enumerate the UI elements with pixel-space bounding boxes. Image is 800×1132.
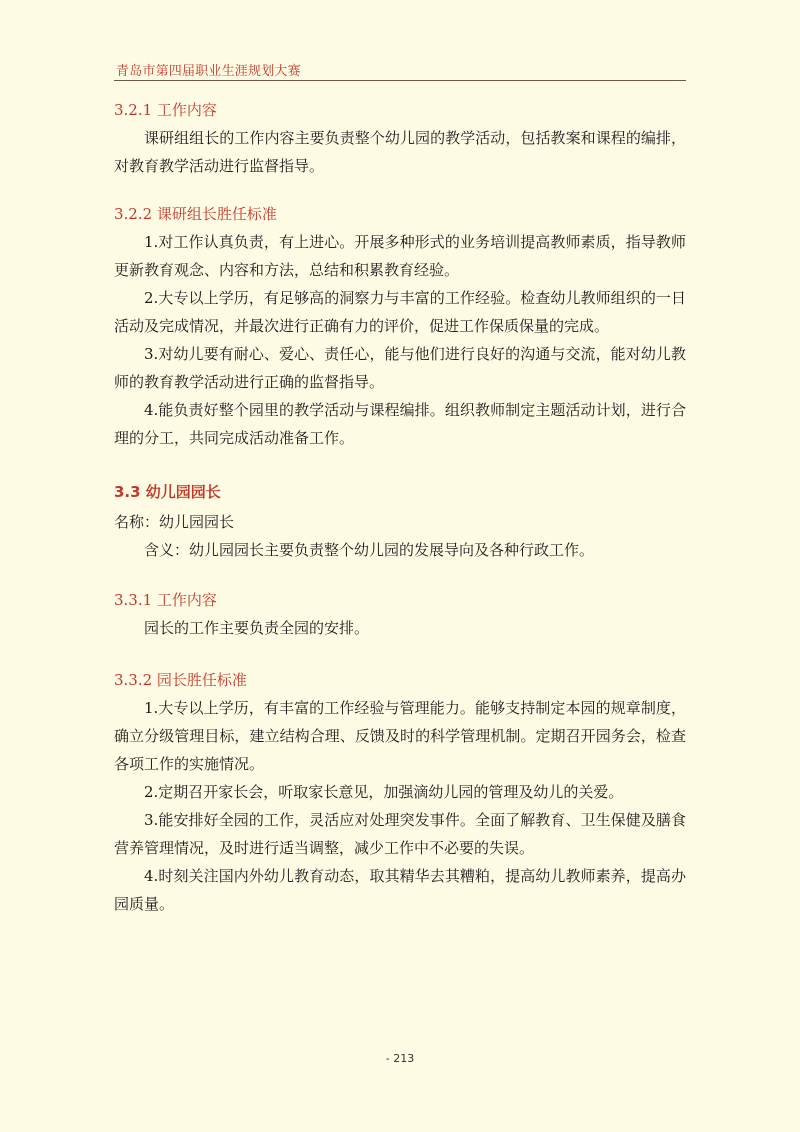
list-item: 3.对幼儿要有耐心、爱心、责任心，能与他们进行良好的沟通与交流，能对幼儿教师的教育教学活动进行正确的监督指导。 — [114, 345, 686, 391]
page-content — [114, 100, 686, 918]
list-item: 3.能安排好全园的工作，灵活应对处理突发事件。全面了解教育、卫生保健及膳食营养管理情况，及时进行适当调整，减少工作中不必要的失误。 — [114, 811, 686, 857]
list-item: 2.大专以上学历，有足够高的洞察力与丰富的工作经验。检查幼儿教师组织的一日活动及完成情况，并最次进行正确有力的评价，促进工作保质保量的完成。 — [114, 289, 686, 335]
heading-3-3: 3.3 幼儿园园长 — [114, 483, 221, 501]
list-item: 1.对工作认真负责，有上进心。开展多种形式的业务培训提高教师素质，指导教师更新教育观念、内容和方法，总结和积累教育经验。 — [114, 233, 686, 279]
heading-3-2-2: 3.2.2 课研组长胜任标准 — [114, 205, 277, 223]
page-number: - 213 — [385, 1052, 415, 1065]
list-item: 4.时刻关注国内外幼儿教育动态，取其精华去其糟粕，提高幼儿教师素养，提高办园质量。 — [114, 867, 686, 913]
heading-3-3-2: 3.3.2 园长胜任标准 — [114, 671, 247, 689]
name-line: 名称：幼儿园园长 — [114, 513, 235, 531]
paragraph-3-2-1: 课研组组长的工作内容主要负责整个幼儿园的教学活动，包括教案和课程的编排，对教育教学活动进行监督指导。 — [114, 129, 686, 175]
list-item: 4.能负责好整个园里的教学活动与课程编排。组织教师制定主题活动计划，进行合理的分工，共同完成活动准备工作。 — [114, 401, 686, 447]
list-item: 1.大专以上学历，有丰富的工作经验与管理能力。能够支持制定本园的规章制度，确立分级管理目标，建立结构合理、反馈及时的科学管理机制。定期召开园务会，检查各项工作的实施情况。 — [114, 699, 686, 773]
heading-3-2-1: 3.2.1 工作内容 — [114, 101, 217, 119]
paragraph-3-3-1: 园长的工作主要负责全园的安排。 — [144, 619, 370, 637]
list-item: 2.定期召开家长会，听取家长意见，加强滴幼儿园的管理及幼儿的关爱。 — [144, 783, 624, 801]
meaning-line: 含义：幼儿园园长主要负责整个幼儿园的发展导向及各种行政工作。 — [144, 541, 595, 559]
header-title: 青岛市第四届职业生涯规划大赛 — [116, 64, 301, 79]
heading-3-3-1: 3.3.1 工作内容 — [114, 591, 217, 609]
page-header — [114, 58, 686, 81]
